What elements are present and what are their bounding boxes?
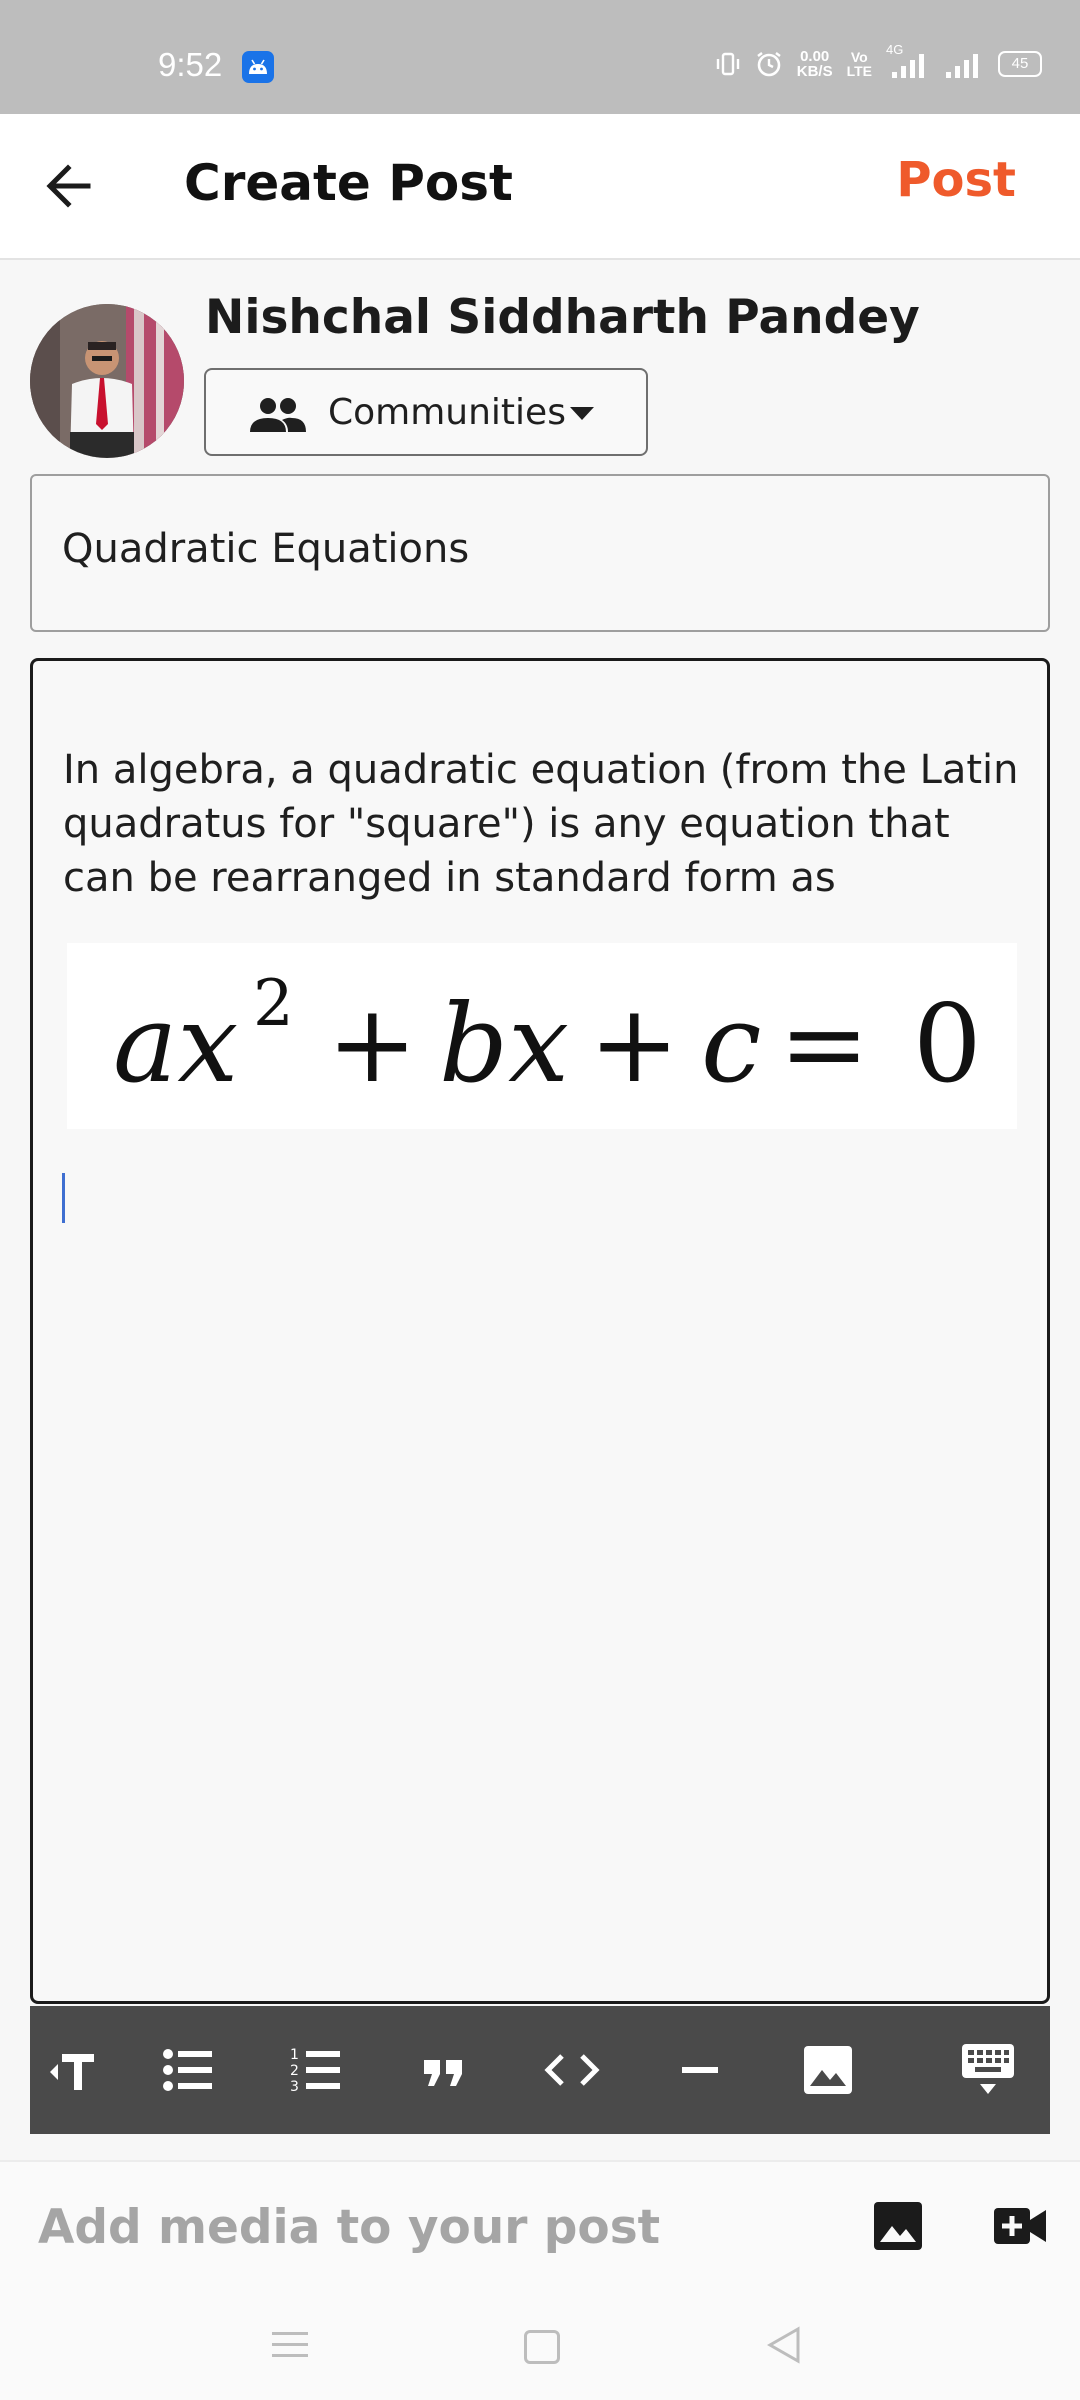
divider-icon (672, 2042, 728, 2098)
chevron-down-icon (570, 407, 594, 420)
status-bar (0, 0, 1080, 114)
volte-bottom: LTE (846, 63, 872, 79)
arrow-left-icon (40, 158, 104, 214)
back-button[interactable] (40, 158, 104, 214)
net-speed-value: 0.00 (800, 48, 830, 65)
author-name: Nishchal Siddharth Pandey (205, 290, 920, 345)
bulleted-list-button[interactable] (160, 2042, 216, 2098)
add-image-button[interactable] (872, 2200, 924, 2256)
signal-4g-icon (886, 42, 930, 82)
alarm-icon (755, 50, 783, 78)
network-type: 4G (886, 42, 904, 57)
image-icon (800, 2042, 856, 2098)
svg-text:c: c (701, 982, 762, 1107)
post-body-text: In algebra, a quadratic equation (from the Latin quadratus for "square") is any equation that can be rearranged in standard form as (63, 747, 1019, 901)
svg-text:bx: bx (439, 982, 570, 1107)
post-body-editor[interactable] (30, 658, 1050, 2004)
avatar (30, 304, 184, 458)
menu-icon[interactable] (272, 2330, 308, 2360)
system-nav-bar (0, 2290, 1080, 2400)
formula-image (67, 943, 1017, 1129)
back-triangle-icon[interactable] (766, 2326, 802, 2364)
post-title-input[interactable] (30, 474, 1050, 632)
svg-text:3: 3 (290, 2079, 299, 2095)
text-size-button[interactable] (44, 2042, 100, 2098)
svg-text:+: + (589, 982, 680, 1107)
svg-text:0: 0 (913, 982, 982, 1107)
people-icon (248, 396, 306, 434)
post-title-value: Quadratic Equations (62, 526, 470, 572)
text-cursor (62, 1173, 65, 1223)
text-size-icon (44, 2042, 100, 2098)
community-label: Communities (328, 392, 566, 433)
signal-icon (944, 46, 984, 82)
video-add-icon (992, 2204, 1048, 2248)
code-button[interactable] (544, 2042, 600, 2098)
quote-icon (416, 2042, 472, 2098)
battery-icon: 45 (998, 51, 1042, 77)
svg-text:+: + (327, 982, 418, 1107)
post-button[interactable]: Post (896, 152, 1016, 208)
volte-top: Vo (850, 49, 868, 65)
home-icon[interactable] (524, 2330, 560, 2364)
net-speed-unit: KB/S (796, 63, 833, 80)
add-media-bar (0, 2160, 1080, 2292)
add-media-label: Add media to your post (38, 2200, 661, 2255)
notification-app-icon (242, 51, 274, 83)
image-icon (872, 2200, 924, 2252)
add-video-button[interactable] (992, 2204, 1048, 2252)
svg-text:=: = (779, 982, 870, 1107)
insert-image-button[interactable] (800, 2042, 856, 2098)
svg-text:ax: ax (113, 982, 239, 1107)
quote-button[interactable] (416, 2042, 472, 2098)
numbered-list-icon (288, 2042, 344, 2098)
app-bar (0, 114, 1080, 260)
vibrate-icon (715, 51, 741, 77)
bulleted-list-icon (160, 2042, 216, 2098)
status-time: 9:52 (158, 46, 223, 83)
svg-text:2: 2 (290, 2063, 299, 2079)
community-dropdown[interactable] (204, 368, 648, 456)
status-icons (715, 44, 1042, 84)
numbered-list-button[interactable] (288, 2042, 344, 2098)
keyboard-hide-icon (958, 2042, 1018, 2098)
divider-button[interactable] (672, 2042, 728, 2098)
hide-keyboard-button[interactable] (958, 2042, 1018, 2098)
net-speed (797, 49, 833, 79)
page-title: Create Post (184, 154, 513, 212)
formatting-toolbar (30, 2006, 1050, 2134)
svg-text:1: 1 (290, 2047, 299, 2063)
code-icon (544, 2042, 600, 2098)
svg-text:2: 2 (253, 967, 294, 1041)
volte-indicator (847, 50, 872, 78)
